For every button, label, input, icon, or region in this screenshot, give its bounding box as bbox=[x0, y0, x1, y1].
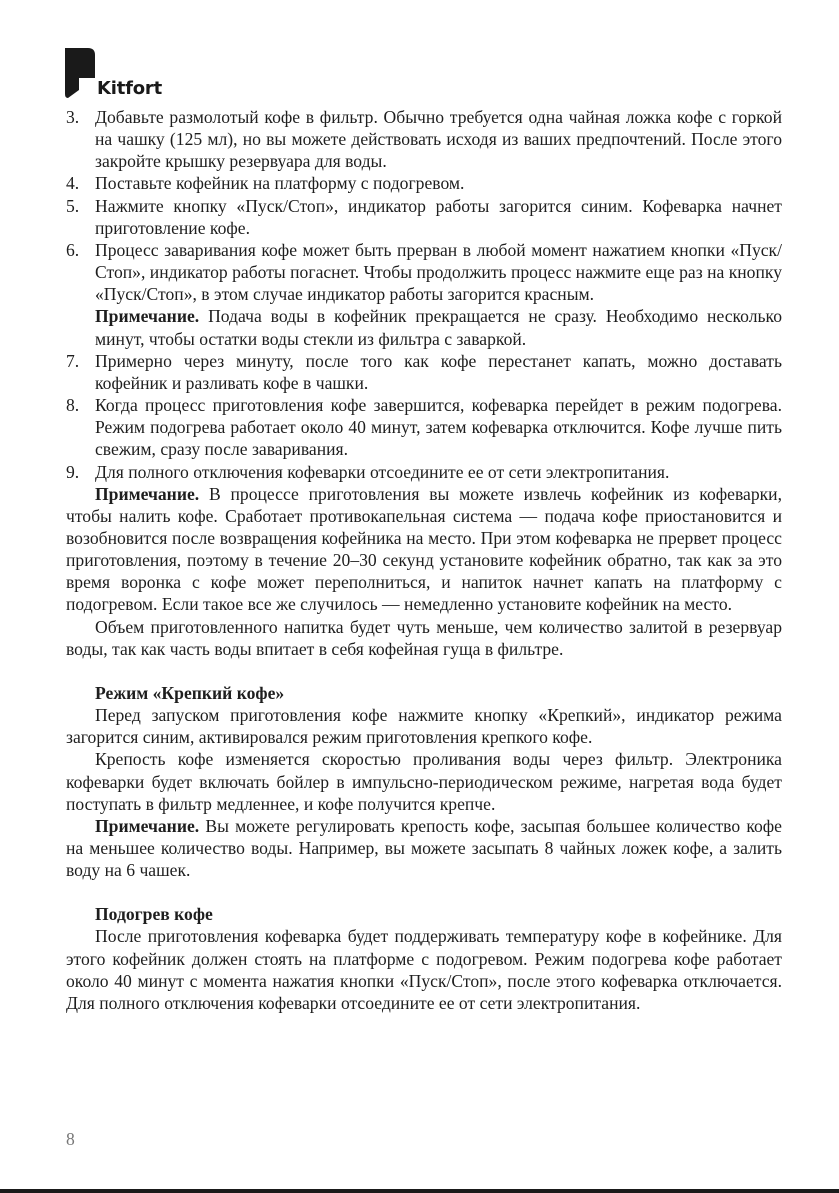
note-label: Примечание. bbox=[95, 306, 200, 327]
note-text: В процессе приготовления вы можете извлечь кофейник из кофеварки, чтобы налить кофе. Сработает противокапельная система — подача кофе приостановится и возобновится после возвращения кофейника на место. При этом кофеварка не прервет процесс приготовления, поэтому в течение 20–30 секунд установите кофейник обратно, так как за это время воронка с кофе может переполниться, и напиток начнет капать на платформу с подогревом. Если такое все же случилось — немедленно установите кофейник на место. bbox=[66, 483, 782, 615]
note-paragraph bbox=[66, 483, 782, 616]
list-item-text: Процесс заваривания кофе может быть прерван в любой момент нажатием кнопки «Пуск/Стоп», индикатор работы погаснет. Чтобы продолжить процесс нажмите еще раз на кнопку «Пуск/Стоп», в этом случае индикатор работы загорится красным. bbox=[95, 239, 782, 305]
list-item-number: 6. bbox=[66, 239, 80, 260]
list-item bbox=[66, 239, 782, 305]
list-item-text: Добавьте размолотый кофе в фильтр. Обычно требуется одна чайная ложка кофе с горкой на чашку (125 мл), но вы можете действовать исходя из ваших предпочтений. После этого закройте крышку резервуара для воды. bbox=[95, 107, 782, 172]
list-item-text: Нажмите кнопку «Пуск/Стоп», индикатор работы загорится синим. Кофеварка начнет приготовление кофе. bbox=[95, 195, 782, 238]
kitfort-logo-icon bbox=[65, 48, 95, 98]
section-heading-strong-coffee: Режим «Крепкий кофе» bbox=[95, 682, 285, 703]
strong-coffee-paragraph: Крепость кофе изменяется скоростью проливания воды через фильтр. Электроника кофеварки будет включать бойлер в импульсно-периодическом режиме, нагретая вода будет поступать в фильтр медленнее, и кофе получится крепче. bbox=[66, 749, 782, 814]
list-item-number: 5. bbox=[66, 195, 80, 216]
list-item-text: Поставьте кофейник на платформу с подогревом. bbox=[95, 173, 465, 194]
list-item-number: 3. bbox=[66, 107, 80, 127]
page-content bbox=[66, 106, 782, 1014]
list-item bbox=[66, 172, 782, 194]
volume-paragraph: Объем приготовленного напитка будет чуть меньше, чем количество залитой в резервуар воды, так как часть воды впитает в себя кофейная гуща в фильтре. bbox=[66, 616, 782, 659]
list-item bbox=[66, 461, 782, 483]
list-item-number: 9. bbox=[66, 461, 80, 482]
note-paragraph bbox=[66, 305, 782, 349]
list-item-number: 7. bbox=[66, 350, 80, 371]
list-item bbox=[66, 394, 782, 460]
list-item-text: Примерно через минуту, после того как кофе перестанет капать, можно доставать кофейник и разливать кофе в чашки. bbox=[95, 350, 782, 393]
note-text: Вы можете регулировать крепость кофе, засыпая большее количество кофе на меньшее количество воды. Например, вы можете засыпать 8 чайных ложек кофе, а залить воду на 6 чашек. bbox=[66, 815, 782, 881]
section-spacer bbox=[66, 660, 782, 682]
page-number: 8 bbox=[66, 1129, 75, 1149]
list-item bbox=[66, 195, 782, 239]
strong-coffee-paragraph: Перед запуском приготовления кофе нажмите кнопку «Крепкий», индикатор режима загорится синим, активировался режим приготовления крепкого кофе. bbox=[66, 705, 782, 748]
note-label: Примечание. bbox=[95, 815, 200, 836]
list-item bbox=[66, 106, 782, 172]
brand-name: Kitfort bbox=[97, 78, 163, 99]
note-text: Подача воды в кофейник прекращается не сразу. Необходимо несколько минут, чтобы остатки воды стекли из фильтра с заваркой. bbox=[95, 306, 782, 349]
section-spacer bbox=[66, 881, 782, 903]
section-heading-warming: Подогрев кофе bbox=[95, 904, 213, 925]
list-item-text: Когда процесс приготовления кофе завершится, кофеварка перейдет в режим подогрева. Режим подогрева работает около 40 минут, затем кофеварка отключится. Кофе лучше пить свежим, сразу после заваривания. bbox=[95, 395, 782, 460]
page-bottom-rule bbox=[0, 1189, 839, 1193]
brand-logo bbox=[65, 48, 175, 100]
list-item bbox=[66, 350, 782, 394]
note-paragraph bbox=[66, 815, 782, 881]
warming-paragraph: После приготовления кофеварка будет поддерживать температуру кофе в кофейнике. Для этого кофейник должен стоять на платформе с подогревом. Режим подогрева кофе работает около 40 минут с момента нажатия кнопки «Пуск/Стоп», после этого кофеварка отключается. Для полного отключения кофеварки отсоедините ее от сети электропитания. bbox=[66, 926, 782, 1013]
list-item-text: Для полного отключения кофеварки отсоедините ее от сети электропитания. bbox=[95, 461, 670, 482]
note-label: Примечание. bbox=[95, 483, 200, 504]
list-item-number: 8. bbox=[66, 395, 80, 416]
list-item-number: 4. bbox=[66, 173, 80, 194]
